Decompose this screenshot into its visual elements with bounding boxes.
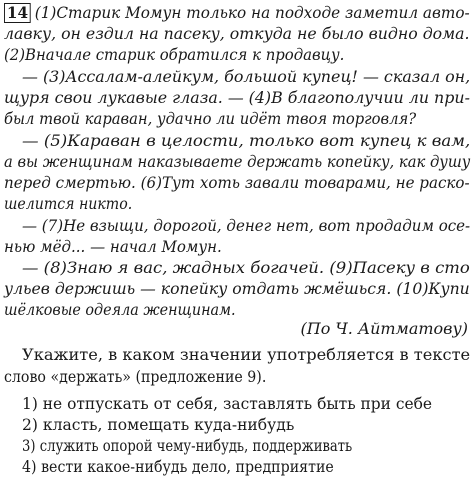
passage-line: перед смертью. (6)Тут хоть завали товарами, не раско-: [4, 173, 470, 192]
passage-line: нью мёд... — начал Момун.: [4, 237, 222, 256]
passage-line: лавку, он ездил на пасеку, откуда не было видно дома.: [4, 24, 470, 43]
passage-line: а вы женщинам наказываете держать копейку, как душу: [4, 152, 471, 171]
question-line: Укажите, в каком значении употребляется в тексте: [22, 345, 471, 364]
passage-line: ульев держишь — копейку отдать жмёшься. (10)Купи: [4, 279, 470, 298]
passage-line: — (7)Не взыщи, дорогой, денег нет, вот продадим осе-: [22, 216, 471, 235]
passage-line: 14 (1)Старик Момун только на подходе заметил авто-: [4, 2, 470, 24]
passage-line: — (3)Ассалам-алейкум, большой купец! — сказал он,: [22, 67, 471, 86]
passage-line: был твой караван, удачно ли идёт твоя торговля?: [4, 109, 417, 128]
question-line: слово «держать» (предложение 9).: [4, 367, 267, 386]
passage-line: (2)Вначале старик обратился к продавцу.: [4, 45, 345, 64]
source-attribution: (По Ч. Айтматову): [300, 319, 468, 338]
passage-line: шелится никто.: [4, 194, 133, 213]
answer-option-2[interactable]: 2) класть, помещать куда-нибудь: [22, 415, 295, 434]
passage-line: шёлковые одеяла женщинам.: [4, 300, 236, 319]
answer-option-4[interactable]: 4) вести какое-нибудь дело, предприятие: [22, 457, 334, 476]
answer-option-3[interactable]: 3) служить опорой чему-нибудь, поддерживать: [22, 436, 353, 455]
passage-line: — (8)Знаю я вас, жадных богачей. (9)Пасеку в сто: [22, 258, 470, 277]
answer-option-1[interactable]: 1) не отпускать от себя, заставлять быть при себе: [22, 394, 433, 413]
task-number-badge: 14: [4, 3, 31, 23]
passage-line: щуря свои лукавые глаза. — (4)В благополучии ли при-: [4, 88, 470, 107]
passage-line: — (5)Караван в целости, только вот купец к вам,: [22, 131, 471, 150]
